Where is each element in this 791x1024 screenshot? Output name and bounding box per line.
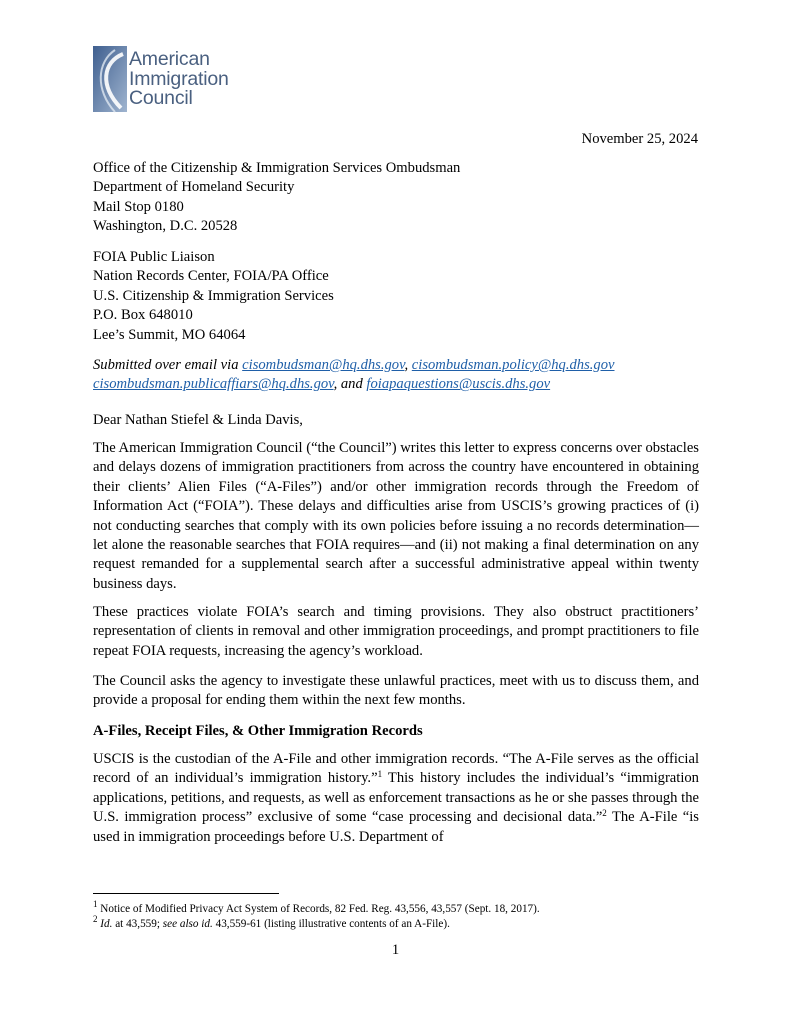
- organization-logo: [93, 46, 233, 114]
- footnote-1: [93, 899, 713, 917]
- separator: , and: [333, 376, 367, 393]
- footnotes: [93, 899, 713, 932]
- logo-line: American: [129, 48, 210, 70]
- salutation: Dear Nathan Stiefel & Linda Davis,: [93, 412, 303, 428]
- address-line: Washington, D.C. 20528: [93, 218, 238, 235]
- recipient-address-2: [93, 248, 699, 345]
- logo-wordmark: [129, 50, 229, 109]
- footnote-text: at 43,559;: [112, 918, 163, 930]
- address-line: Department of Homeland Security: [93, 179, 295, 196]
- letter-date: November 25, 2024: [581, 131, 698, 147]
- address-line: U.S. Citizenship & Immigration Services: [93, 287, 334, 304]
- paragraph-text: USCIS is the custodian of the A-File and other immigration records. “The A-File serves as the official record of an individual’s immigration history.”: [93, 751, 699, 787]
- address-line: Mail Stop 0180: [93, 198, 184, 215]
- footnote-ref-1: 1: [377, 769, 383, 780]
- footnote-number: 1: [93, 899, 98, 909]
- footnote-text: Notice of Modified Privacy Act System of Records, 82 Fed. Reg. 43,556, 43,557 (Sept. 18, 2017).: [97, 903, 540, 915]
- body-paragraph-4: [93, 750, 699, 847]
- body-paragraph-1: The American Immigration Council (“the Council”) writes this letter to express concerns over obstacles and delays dozens of immigration practitioners from across the country have encountered in obtaining their clients’ Alien Files (“A-Files”) and/or other immigration records through the Freedom of Information Act (“FOIA”). These delays and difficulties arise from USCIS’s growing practices of (i) not conducting searches that comply with its own policies before issuing a no records determination—let alone the reasonable searches that FOIA requires—and (ii) not making a final determination on any request remanded for a supplemental search after a successful administrative appeal within twenty business days.: [93, 440, 699, 592]
- footnote-text: 43,559-61 (listing illustrative contents of an A-File).: [212, 918, 450, 930]
- email-link-foia[interactable]: foiapaquestions@uscis.dhs.gov: [366, 376, 551, 393]
- submission-note: [93, 356, 699, 395]
- section-heading: A-Files, Receipt Files, & Other Immigration Records: [93, 723, 423, 739]
- email-link-publicaffairs[interactable]: cisombudsman.publicaffiars@hq.dhs.gov: [93, 376, 334, 393]
- address-line: P.O. Box 648010: [93, 307, 193, 324]
- footnote-number: 2: [93, 914, 98, 924]
- logo-line: Council: [129, 87, 193, 109]
- paragraph-text: This history includes the individual’s “immigration applications, petitions, and requests, as well as enforcement transactions as he or she passes through the U.S. immigration process” exclusive of some “case processing and decisional data.”: [93, 770, 699, 826]
- body-paragraph-2: These practices violate FOIA’s search and timing provisions. They also obstruct practitioners’ representation of clients in removal and other immigration proceedings, and prompt practitioners to file repeat FOIA requests, increasing the agency’s workload.: [93, 604, 699, 659]
- email-link-ombudsman[interactable]: cisombudsman@hq.dhs.gov: [242, 357, 405, 373]
- footnote-citation: see also id.: [162, 918, 213, 930]
- address-line: Office of the Citizenship & Immigration Services Ombudsman: [93, 160, 461, 176]
- footnote-ref-2: 2: [602, 808, 607, 819]
- logo-swoosh-icon: [93, 46, 133, 114]
- address-line: FOIA Public Liaison: [93, 249, 215, 265]
- address-line: Lee’s Summit, MO 64064: [93, 326, 246, 343]
- logo-line: Immigration: [129, 67, 229, 90]
- email-link-policy[interactable]: cisombudsman.policy@hq.dhs.gov: [411, 357, 615, 373]
- body-paragraph-3: The Council asks the agency to investigate these unlawful practices, meet with us to discuss them, and provide a proposal for ending them within the next few months.: [93, 673, 699, 709]
- separator: ,: [404, 357, 412, 373]
- address-line: Nation Records Center, FOIA/PA Office: [93, 268, 329, 285]
- footnote-citation: Id.: [100, 918, 113, 930]
- recipient-address-1: [93, 159, 699, 237]
- footnote-divider: [93, 893, 279, 894]
- paragraph-text: The A-File “is used in immigration proceedings before U.S. Department of: [93, 809, 699, 845]
- submission-prefix: Submitted over email via: [93, 357, 243, 373]
- footnote-2: [93, 914, 713, 932]
- page-number: 1: [391, 942, 400, 958]
